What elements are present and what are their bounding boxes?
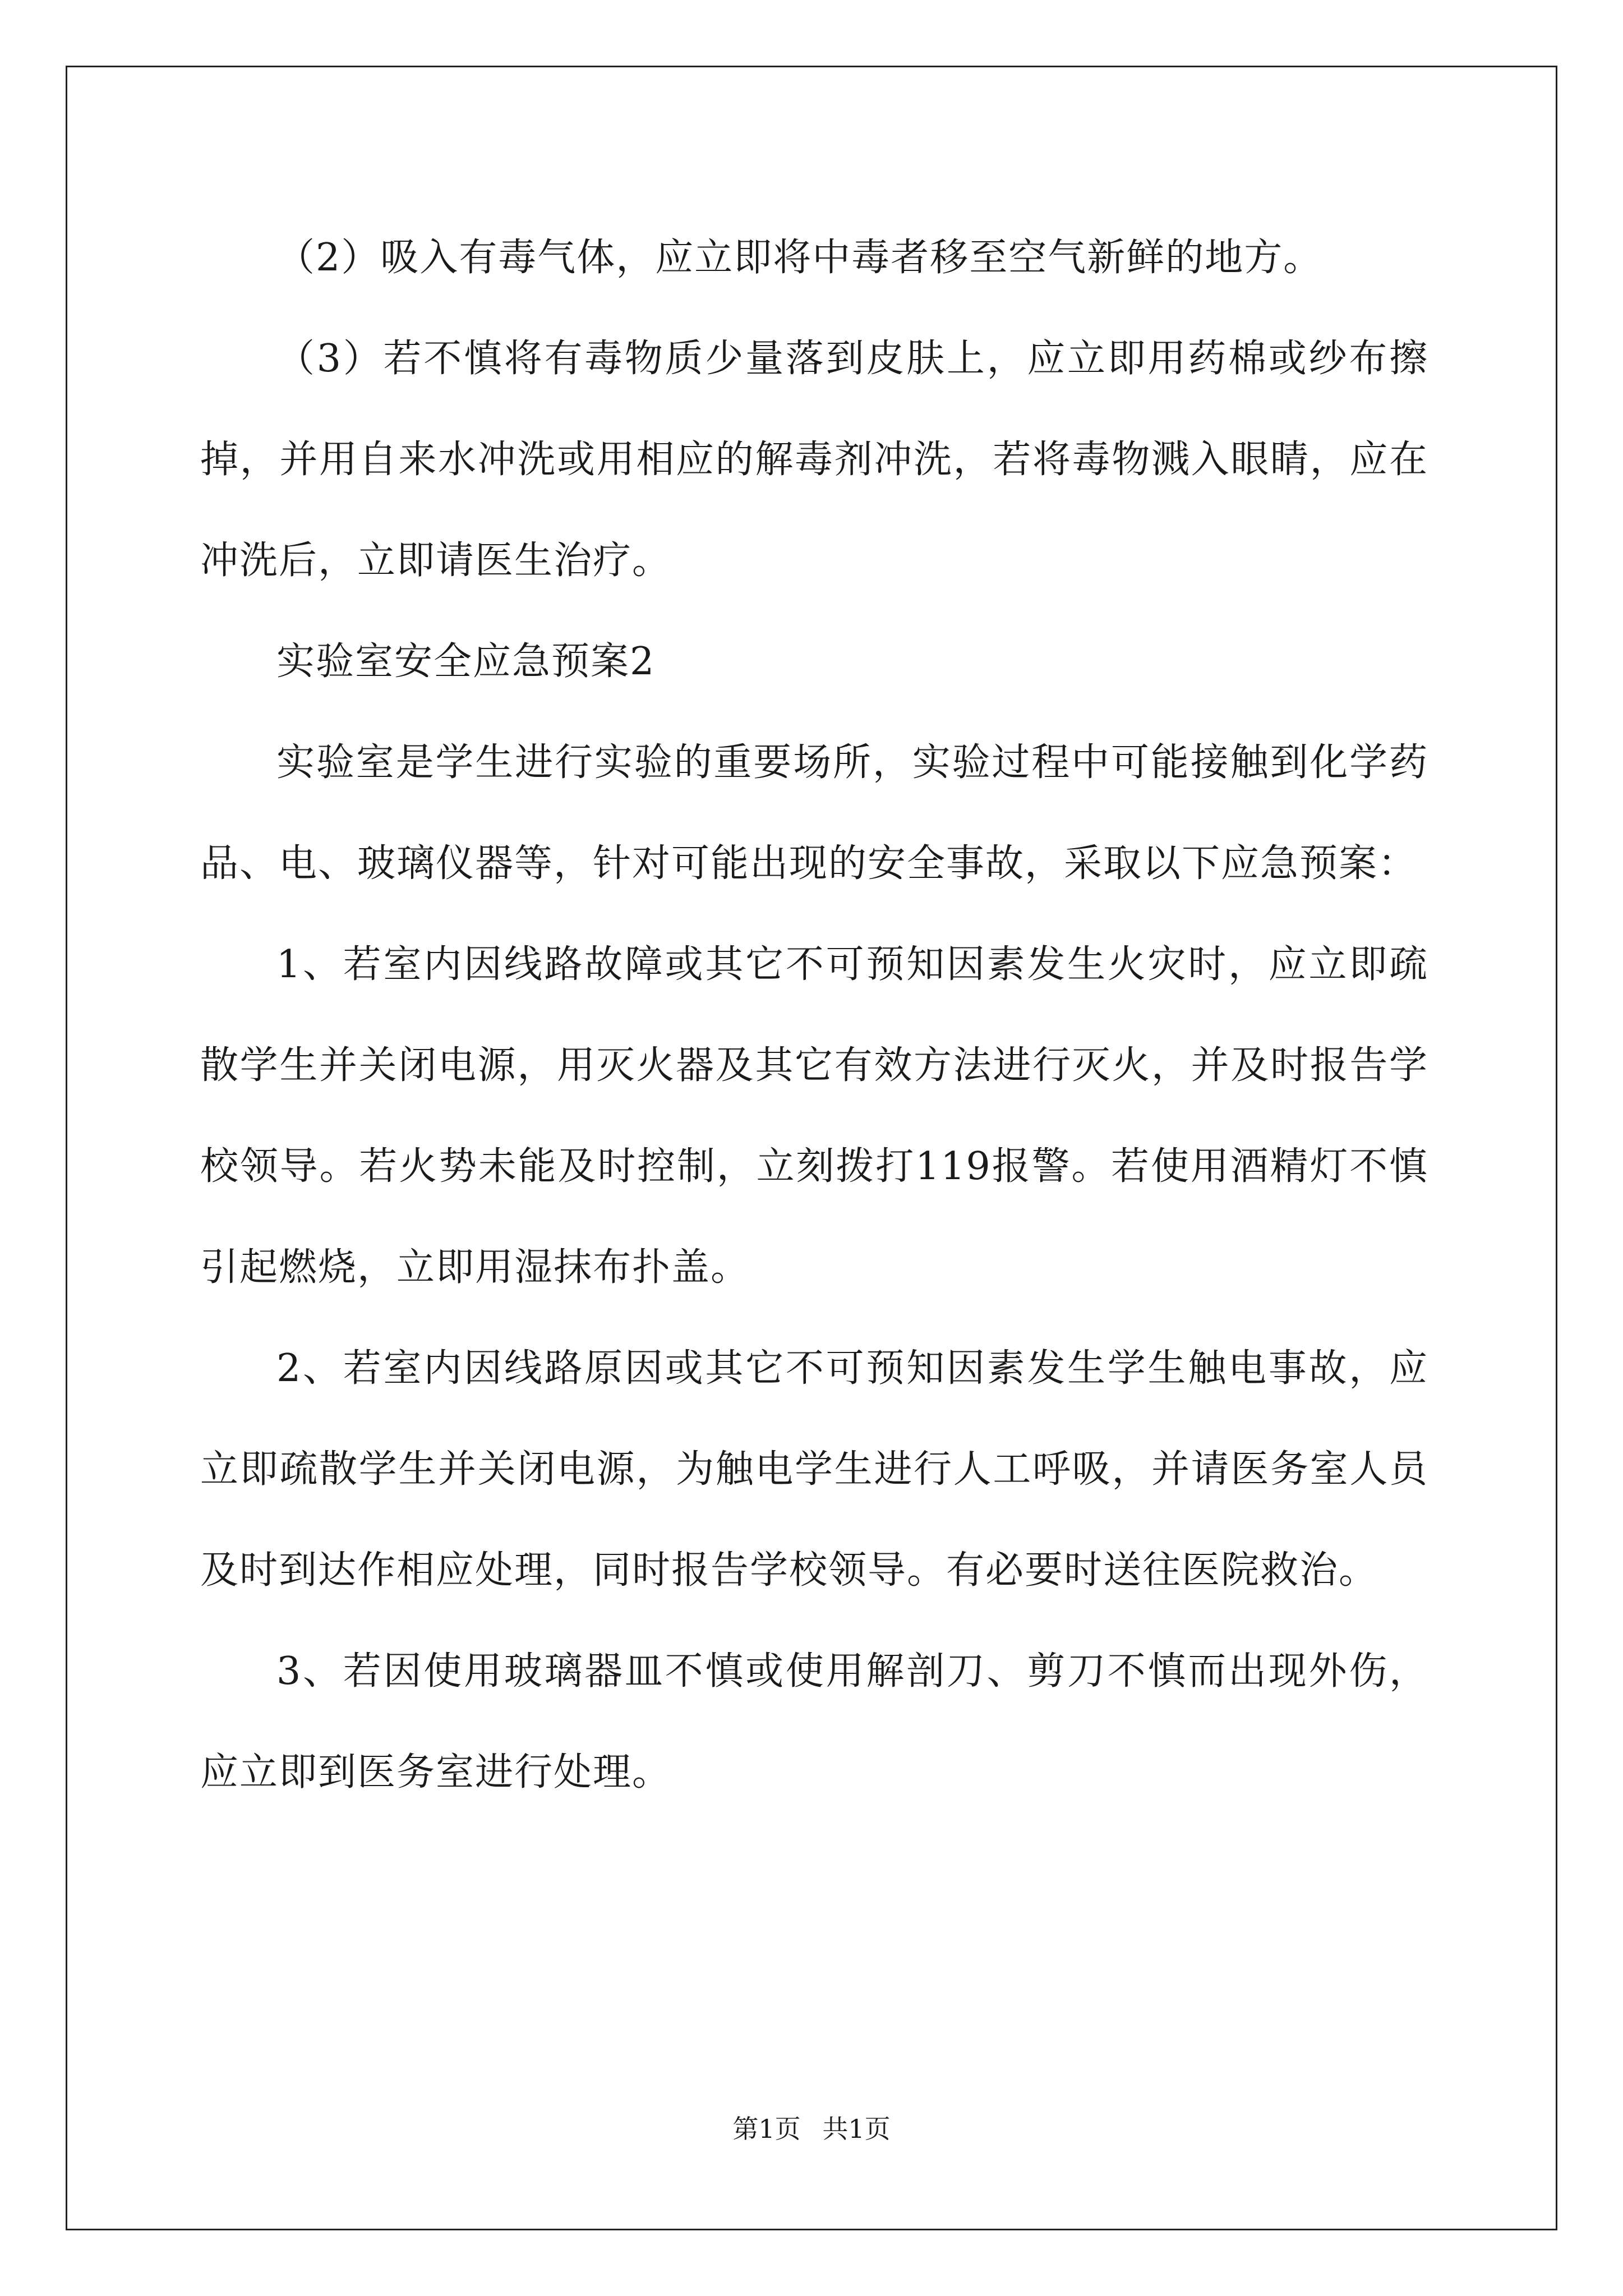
paragraph-item-3: （3）若不慎将有毒物质少量落到皮肤上，应立即用药棉或纱布擦掉，并用自来水冲洗或用相应的解毒剂冲洗，若将毒物溅入眼睛，应在冲洗后，立即请医生治疗。 (200, 337, 1428, 583)
fire-procedure-paragraph: 1、若室内因线路故障或其它不可预知因素发生火灾时，应立即疏散学生并关闭电源，用灭火器及其它有效方法进行灭火，并及时报告学校领导。若火势未能及时控制，立刻拨打119报警。若使用酒精灯不慎引起燃烧，立即用湿抹布扑盖。 (200, 942, 1428, 1290)
document-body (200, 208, 1428, 1823)
injury-procedure-paragraph: 3、若因使用玻璃器皿不慎或使用解剖刀、剪刀不慎而出现外伤，应立即到医务室进行处理。 (200, 1649, 1428, 1795)
page-footer (0, 2112, 1623, 2146)
section-heading: 实验室安全应急预案2 (276, 639, 656, 684)
page-number: 第1页 (732, 2114, 801, 2144)
paragraph-item-2: （2）吸入有毒气体，应立即将中毒者移至空气新鲜的地方。 (276, 236, 1323, 280)
electric-shock-procedure-paragraph: 2、若室内因线路原因或其它不可预知因素发生学生触电事故，应立即疏散学生并关闭电源，为触电学生进行人工呼吸，并请医务室人员及时到达作相应处理，同时报告学校领导。有必要时送往医院救治。 (200, 1346, 1428, 1593)
intro-paragraph: 实验室是学生进行实验的重要场所，实验过程中可能接触到化学药品、电、玻璃仪器等，针对可能出现的安全事故，采取以下应急预案： (200, 740, 1428, 886)
page-total: 共1页 (822, 2114, 891, 2144)
